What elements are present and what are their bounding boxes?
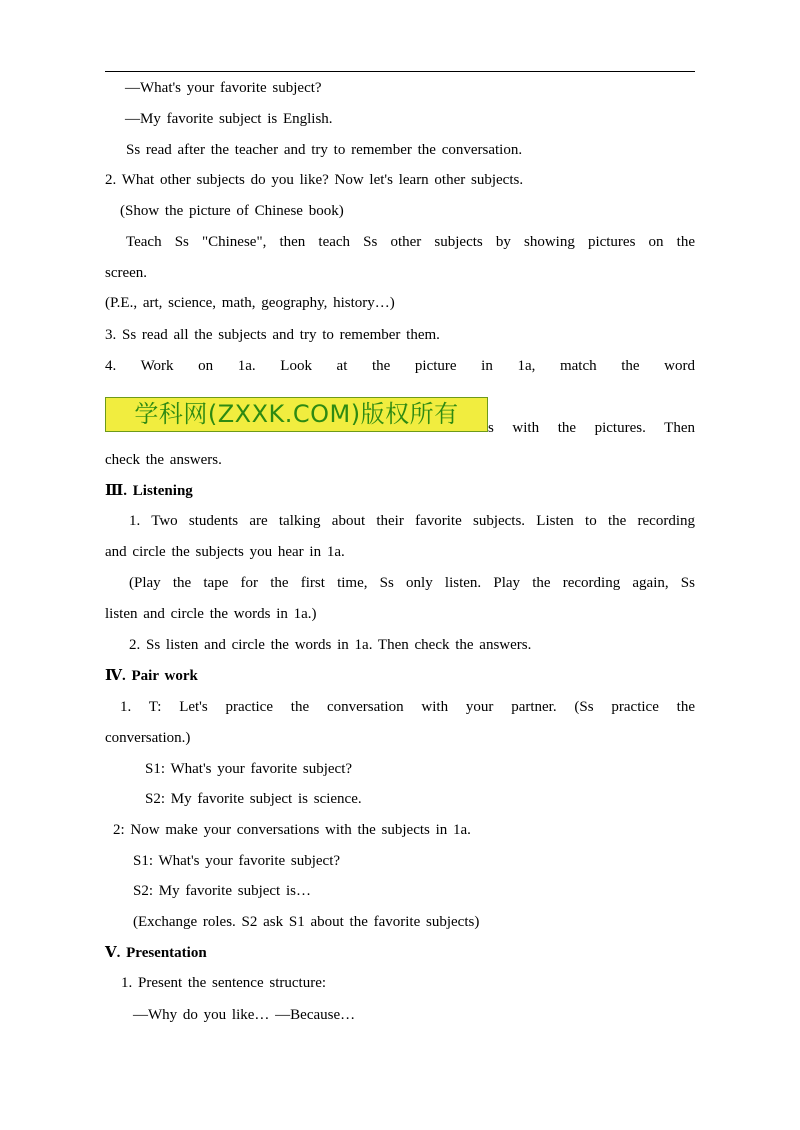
body-text-line: 2: Now make your conversations with the subjects in 1a. bbox=[113, 822, 471, 838]
dialogue-answer-line: —My favorite subject is English. bbox=[125, 111, 333, 127]
body-text-line: (P.E., art, science, math, geography, history…) bbox=[105, 295, 395, 311]
body-text-line: 1. Two students are talking about their favorite subjects. Listen to the recording bbox=[129, 513, 695, 529]
dialogue-line: S2: My favorite subject is… bbox=[133, 883, 311, 899]
body-text-line: 1. Present the sentence structure: bbox=[121, 975, 327, 991]
body-text-line: listen and circle the words in 1a.) bbox=[105, 606, 317, 622]
body-text-line: (Play the tape for the first time, Ss only listen. Play the recording again, Ss bbox=[129, 575, 695, 591]
body-text-line: and circle the subjects you hear in 1a. bbox=[105, 544, 345, 560]
dialogue-question-line: —What's your favorite subject? bbox=[125, 80, 322, 96]
body-text-line: check the answers. bbox=[105, 452, 222, 468]
dialogue-line: —Why do you like… —Because… bbox=[133, 1007, 356, 1023]
body-text-line: 1. T: Let's practice the conversation with your partner. (Ss practice the bbox=[120, 699, 695, 715]
body-text-line: conversation.) bbox=[105, 730, 191, 746]
step-4-line: 4. Work on 1a. Look at the picture in 1a, match the word bbox=[105, 358, 695, 374]
watermark-banner: 学科网(ZXXK.COM)版权所有 bbox=[105, 397, 488, 432]
dialogue-line: S1: What's your favorite subject? bbox=[133, 853, 341, 869]
body-text-line: s with the pictures. Then bbox=[488, 420, 695, 436]
body-text-line: 2. Ss listen and circle the words in 1a. Then check the answers. bbox=[129, 637, 532, 653]
section-heading-pair-work: Ⅳ. Pair work bbox=[105, 668, 198, 684]
section-heading-listening: Ⅲ. Listening bbox=[105, 483, 193, 499]
header-rule bbox=[105, 71, 695, 72]
dialogue-line: S1: What's your favorite subject? bbox=[145, 761, 353, 777]
body-text-line: screen. bbox=[105, 265, 148, 281]
section-heading-presentation: Ⅴ. Presentation bbox=[105, 945, 207, 961]
step-2-line: 2. What other subjects do you like? Now let's learn other subjects. bbox=[105, 172, 524, 188]
step-3-line: 3. Ss read all the subjects and try to remember them. bbox=[105, 327, 440, 343]
body-text-line: (Show the picture of Chinese book) bbox=[120, 203, 344, 219]
body-text-line: (Exchange roles. S2 ask S1 about the favorite subjects) bbox=[133, 914, 480, 930]
dialogue-line: S2: My favorite subject is science. bbox=[145, 791, 362, 807]
body-text-line: Ss read after the teacher and try to remember the conversation. bbox=[126, 142, 523, 158]
body-text-line: Teach Ss "Chinese", then teach Ss other subjects by showing pictures on the bbox=[126, 234, 695, 250]
